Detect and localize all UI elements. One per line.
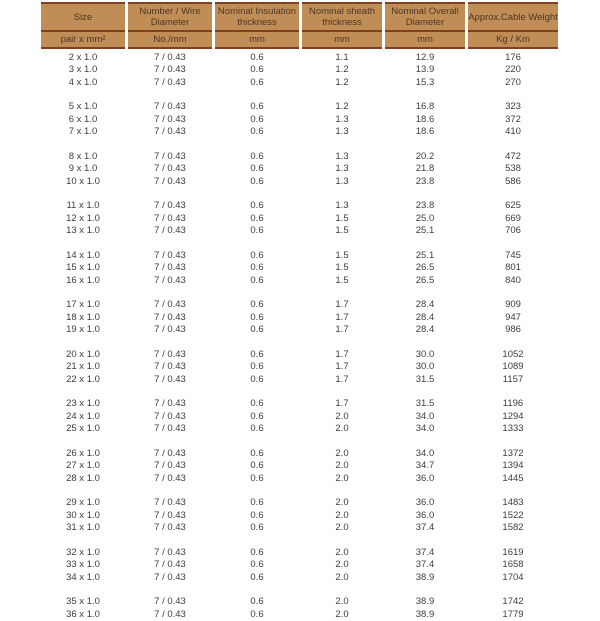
group-spacer [41,534,558,544]
table-cell: 7 / 0.43 [128,198,212,213]
table-cell: 20 x 1.0 [41,346,125,361]
table-cell: 0.6 [215,49,299,64]
group-spacer [41,287,558,297]
table-cell: 7 / 0.43 [128,410,212,423]
table-cell: 35 x 1.0 [41,594,125,609]
table-cell: 20.2 [385,148,465,163]
table-cell: 1.5 [302,262,382,275]
table-cell: 2.0 [302,571,382,584]
table-row [41,175,558,188]
table-row [41,410,558,423]
table-cell: 0.6 [215,262,299,275]
header-unit-row [41,32,558,49]
table-cell: 34.0 [385,410,465,423]
table-cell: 1394 [468,460,558,473]
table-cell: 6 x 1.0 [41,113,125,126]
table-cell: 2.0 [302,559,382,572]
table-cell: 472 [468,148,558,163]
table-row [41,76,558,89]
table-cell: 8 x 1.0 [41,148,125,163]
group-spacer [41,336,558,346]
table-cell: 10 x 1.0 [41,175,125,188]
table-row [41,113,558,126]
table-cell: 21.8 [385,163,465,176]
table-cell: 37.4 [385,559,465,572]
table-cell: 36.0 [385,509,465,522]
table-cell: 3 x 1.0 [41,64,125,77]
table-cell: 30.0 [385,346,465,361]
table-row [41,163,558,176]
table-cell: 7 / 0.43 [128,445,212,460]
table-cell: 1445 [468,472,558,485]
table-cell: 7 / 0.43 [128,64,212,77]
table-cell: 986 [468,324,558,337]
table-cell: 7 / 0.43 [128,544,212,559]
table-cell: 7 / 0.43 [128,571,212,584]
column-unit-cable-weight: Kg / Km [468,32,558,49]
table-cell: 0.6 [215,445,299,460]
table-cell: 0.6 [215,594,299,609]
table-cell: 7 / 0.43 [128,247,212,262]
table-cell: 0.6 [215,64,299,77]
table-cell: 7 / 0.43 [128,324,212,337]
table-cell: 7 / 0.43 [128,522,212,535]
table-cell: 1658 [468,559,558,572]
table-cell: 24 x 1.0 [41,410,125,423]
column-unit-overall-diameter: mm [385,32,465,49]
table-cell: 38.9 [385,594,465,609]
table-cell: 1.5 [302,247,382,262]
column-unit-insulation-thickness: mm [215,32,299,49]
table-cell: 7 / 0.43 [128,49,212,64]
table-cell: 18.6 [385,113,465,126]
table-cell: 4 x 1.0 [41,76,125,89]
table-row [41,509,558,522]
table-cell: 26.5 [385,274,465,287]
table-row [41,571,558,584]
table-cell: 29 x 1.0 [41,495,125,510]
table-cell: 38.9 [385,608,465,621]
table-cell: 7 / 0.43 [128,594,212,609]
table-cell: 34 x 1.0 [41,571,125,584]
group-spacer-cell [41,485,558,495]
table-cell: 0.6 [215,274,299,287]
table-cell: 1.7 [302,324,382,337]
table-cell: 586 [468,175,558,188]
table-row [41,396,558,411]
table-cell: 1.3 [302,148,382,163]
table-cell: 0.6 [215,175,299,188]
table-cell: 34.0 [385,445,465,460]
table-cell: 0.6 [215,99,299,114]
table-cell: 0.6 [215,559,299,572]
table-cell: 14 x 1.0 [41,247,125,262]
column-header-overall-diameter: Nominal Overall Diameter [385,2,465,32]
table-cell: 801 [468,262,558,275]
group-spacer-cell [41,386,558,396]
group-spacer [41,138,558,148]
table-cell: 28 x 1.0 [41,472,125,485]
table-cell: 1582 [468,522,558,535]
column-unit-sheath-thickness: mm [302,32,382,49]
table-cell: 0.6 [215,212,299,225]
table-row [41,274,558,287]
table-cell: 0.6 [215,247,299,262]
table-cell: 12.9 [385,49,465,64]
table-cell: 745 [468,247,558,262]
table-cell: 23.8 [385,175,465,188]
table-cell: 28.4 [385,324,465,337]
group-spacer-cell [41,237,558,247]
table-cell: 1.7 [302,361,382,374]
table-cell: 2.0 [302,410,382,423]
table-cell: 323 [468,99,558,114]
group-spacer [41,485,558,495]
group-spacer-cell [41,89,558,99]
group-spacer [41,89,558,99]
table-cell: 0.6 [215,148,299,163]
table-cell: 0.6 [215,361,299,374]
table-cell: 5 x 1.0 [41,99,125,114]
table-cell: 176 [468,49,558,64]
group-spacer-cell [41,138,558,148]
table-cell: 7 / 0.43 [128,608,212,621]
table-cell: 2.0 [302,472,382,485]
table-cell: 0.6 [215,544,299,559]
table-cell: 7 / 0.43 [128,460,212,473]
table-header [41,2,558,49]
table-cell: 23 x 1.0 [41,396,125,411]
table-cell: 0.6 [215,373,299,386]
table-cell: 25.1 [385,247,465,262]
table-cell: 7 / 0.43 [128,509,212,522]
table-cell: 1.5 [302,274,382,287]
table-cell: 7 / 0.43 [128,373,212,386]
table-cell: 0.6 [215,396,299,411]
group-spacer-cell [41,584,558,594]
table-cell: 7 / 0.43 [128,113,212,126]
table-row [41,346,558,361]
table-cell: 1.7 [302,396,382,411]
table-cell: 1.3 [302,175,382,188]
table-cell: 2.0 [302,594,382,609]
table-cell: 34.0 [385,423,465,436]
table-cell: 7 / 0.43 [128,148,212,163]
table-cell: 2.0 [302,423,382,436]
table-cell: 0.6 [215,113,299,126]
table-cell: 1.5 [302,225,382,238]
table-cell: 34.7 [385,460,465,473]
table-cell: 0.6 [215,509,299,522]
table-cell: 12 x 1.0 [41,212,125,225]
table-cell: 38.9 [385,571,465,584]
group-spacer [41,237,558,247]
table-cell: 7 / 0.43 [128,225,212,238]
table-row [41,361,558,374]
table-cell: 2.0 [302,495,382,510]
table-cell: 0.6 [215,76,299,89]
table-cell: 840 [468,274,558,287]
table-cell: 23.8 [385,198,465,213]
table-cell: 7 / 0.43 [128,472,212,485]
group-spacer [41,188,558,198]
table-cell: 2.0 [302,509,382,522]
table-row [41,126,558,139]
table-row [41,198,558,213]
table-cell: 0.6 [215,495,299,510]
table-row [41,324,558,337]
table-cell: 37.4 [385,522,465,535]
table-cell: 7 / 0.43 [128,495,212,510]
table-cell: 18 x 1.0 [41,311,125,324]
table-cell: 1333 [468,423,558,436]
table-cell: 220 [468,64,558,77]
group-spacer-cell [41,336,558,346]
group-spacer [41,386,558,396]
table-cell: 25.0 [385,212,465,225]
table-cell: 1522 [468,509,558,522]
table-cell: 7 / 0.43 [128,126,212,139]
table-cell: 909 [468,297,558,312]
table-row [41,247,558,262]
table-row [41,49,558,64]
table-row [41,99,558,114]
table-cell: 0.6 [215,571,299,584]
table-cell: 1294 [468,410,558,423]
cable-spec-table [38,2,561,621]
table-cell: 7 / 0.43 [128,76,212,89]
table-cell: 2.0 [302,608,382,621]
table-cell: 7 / 0.43 [128,163,212,176]
table-cell: 1089 [468,361,558,374]
table-cell: 2.0 [302,522,382,535]
table-cell: 1.7 [302,297,382,312]
table-cell: 0.6 [215,297,299,312]
table-cell: 1704 [468,571,558,584]
table-row [41,64,558,77]
table-cell: 0.6 [215,410,299,423]
table-cell: 18.6 [385,126,465,139]
table-cell: 947 [468,311,558,324]
table-cell: 7 / 0.43 [128,311,212,324]
table-cell: 1.3 [302,163,382,176]
table-cell: 2.0 [302,445,382,460]
table-cell: 25 x 1.0 [41,423,125,436]
table-cell: 538 [468,163,558,176]
table-cell: 1.1 [302,49,382,64]
table-cell: 1.3 [302,113,382,126]
table-cell: 9 x 1.0 [41,163,125,176]
table-cell: 22 x 1.0 [41,373,125,386]
table-cell: 1.7 [302,373,382,386]
table-cell: 7 / 0.43 [128,212,212,225]
table-cell: 25.1 [385,225,465,238]
table-cell: 26.5 [385,262,465,275]
table-cell: 1372 [468,445,558,460]
table-row [41,225,558,238]
column-unit-number-wire-diameter: No./mm [128,32,212,49]
table-cell: 7 / 0.43 [128,396,212,411]
table-cell: 7 / 0.43 [128,423,212,436]
table-cell: 410 [468,126,558,139]
group-spacer [41,584,558,594]
table-row [41,608,558,621]
table-cell: 0.6 [215,311,299,324]
table-cell: 0.6 [215,346,299,361]
table-cell: 2.0 [302,460,382,473]
table-cell: 31.5 [385,373,465,386]
table-cell: 7 / 0.43 [128,346,212,361]
table-cell: 1483 [468,495,558,510]
table-cell: 0.6 [215,163,299,176]
table-cell: 0.6 [215,608,299,621]
table-row [41,262,558,275]
table-cell: 7 / 0.43 [128,262,212,275]
table-cell: 0.6 [215,460,299,473]
table-row [41,544,558,559]
table-row [41,472,558,485]
table-row [41,373,558,386]
table-cell: 28.4 [385,311,465,324]
header-title-row [41,2,558,32]
table-cell: 1.3 [302,198,382,213]
group-spacer [41,435,558,445]
table-cell: 33 x 1.0 [41,559,125,572]
table-cell: 2.0 [302,544,382,559]
table-cell: 0.6 [215,198,299,213]
table-row [41,297,558,312]
table-cell: 0.6 [215,522,299,535]
column-header-cable-weight: Approx.Cable Weight [468,2,558,32]
table-row [41,522,558,535]
table-cell: 19 x 1.0 [41,324,125,337]
table-row [41,460,558,473]
table-cell: 7 / 0.43 [128,175,212,188]
table-cell: 30 x 1.0 [41,509,125,522]
table-row [41,423,558,436]
table-cell: 27 x 1.0 [41,460,125,473]
table-cell: 17 x 1.0 [41,297,125,312]
group-spacer-cell [41,435,558,445]
table-body [41,49,558,621]
table-cell: 37.4 [385,544,465,559]
column-unit-size: pair x mm² [41,32,125,49]
table-cell: 30.0 [385,361,465,374]
table-cell: 16.8 [385,99,465,114]
table-cell: 625 [468,198,558,213]
table-cell: 31.5 [385,396,465,411]
table-row [41,311,558,324]
table-cell: 1052 [468,346,558,361]
table-cell: 1.2 [302,64,382,77]
table-cell: 270 [468,76,558,89]
group-spacer-cell [41,287,558,297]
table-cell: 0.6 [215,225,299,238]
table-cell: 2 x 1.0 [41,49,125,64]
table-cell: 7 / 0.43 [128,361,212,374]
table-cell: 706 [468,225,558,238]
table-cell: 36.0 [385,495,465,510]
table-cell: 1779 [468,608,558,621]
column-header-number-wire-diameter: Number / Wire Diameter [128,2,212,32]
table-cell: 31 x 1.0 [41,522,125,535]
table-cell: 7 / 0.43 [128,274,212,287]
table-cell: 1742 [468,594,558,609]
table-cell: 1.5 [302,212,382,225]
table-row [41,148,558,163]
column-header-insulation-thickness: Nominal Insulation thickness [215,2,299,32]
table-row [41,559,558,572]
table-cell: 13.9 [385,64,465,77]
table-cell: 1619 [468,544,558,559]
table-cell: 28.4 [385,297,465,312]
table-cell: 15.3 [385,76,465,89]
column-header-size: Size [41,2,125,32]
group-spacer-cell [41,188,558,198]
table-cell: 13 x 1.0 [41,225,125,238]
table-cell: 36.0 [385,472,465,485]
table-cell: 669 [468,212,558,225]
table-cell: 21 x 1.0 [41,361,125,374]
table-cell: 16 x 1.0 [41,274,125,287]
table-cell: 7 x 1.0 [41,126,125,139]
table-cell: 7 / 0.43 [128,99,212,114]
table-row [41,445,558,460]
table-cell: 1.7 [302,311,382,324]
table-cell: 7 / 0.43 [128,559,212,572]
table-cell: 0.6 [215,423,299,436]
table-cell: 1.7 [302,346,382,361]
table-cell: 1.2 [302,99,382,114]
table-cell: 36 x 1.0 [41,608,125,621]
table-row [41,212,558,225]
group-spacer-cell [41,534,558,544]
column-header-sheath-thickness: Nominal sheath thickness [302,2,382,32]
table-cell: 1.2 [302,76,382,89]
table-row [41,495,558,510]
table-cell: 11 x 1.0 [41,198,125,213]
table-cell: 7 / 0.43 [128,297,212,312]
table-row [41,594,558,609]
table-cell: 1157 [468,373,558,386]
table-cell: 32 x 1.0 [41,544,125,559]
table-cell: 0.6 [215,126,299,139]
table-cell: 0.6 [215,472,299,485]
table-cell: 15 x 1.0 [41,262,125,275]
table-cell: 26 x 1.0 [41,445,125,460]
table-cell: 372 [468,113,558,126]
table-cell: 1.3 [302,126,382,139]
table-cell: 0.6 [215,324,299,337]
table-cell: 1196 [468,396,558,411]
